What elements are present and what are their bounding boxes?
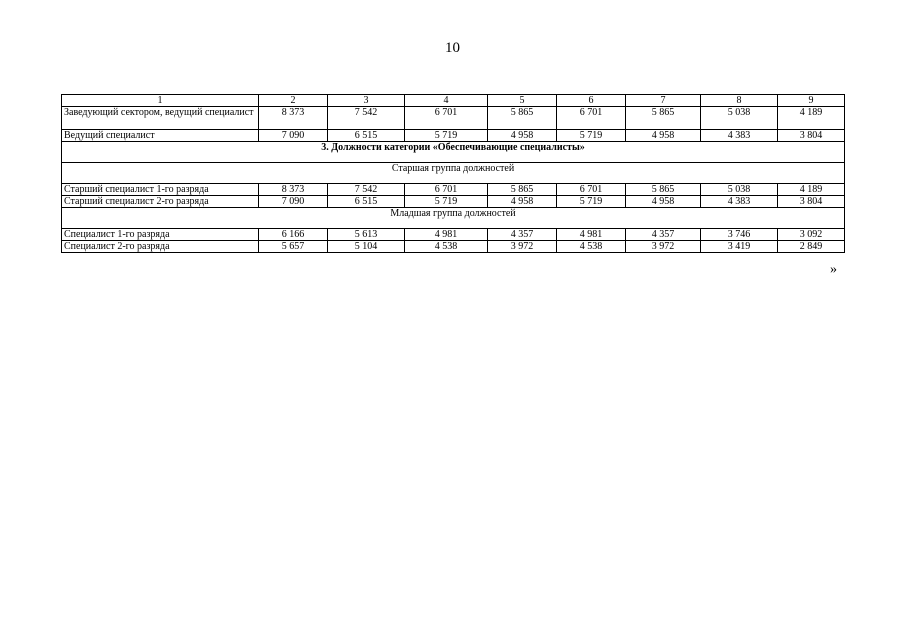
salary-cell: 5 719 xyxy=(405,130,488,142)
salary-cell: 6 166 xyxy=(259,229,328,241)
salary-cell: 4 189 xyxy=(778,107,845,130)
position-name: Старший специалист 2-го разряда xyxy=(62,196,259,208)
salary-cell: 7 542 xyxy=(328,107,405,130)
salary-cell: 4 981 xyxy=(557,229,626,241)
salary-cell: 4 189 xyxy=(778,184,845,196)
salary-cell: 3 419 xyxy=(701,241,778,253)
salary-cell: 3 972 xyxy=(626,241,701,253)
salary-cell: 6 515 xyxy=(328,130,405,142)
table-row xyxy=(62,107,845,130)
position-name: Специалист 2-го разряда xyxy=(62,241,259,253)
column-header: 2 xyxy=(259,95,328,107)
page-number: 10 xyxy=(445,40,460,56)
salary-cell: 5 865 xyxy=(626,107,701,130)
group-title: Младшая группа должностей xyxy=(62,208,845,229)
table-row xyxy=(62,229,845,241)
salary-cell: 5 719 xyxy=(557,196,626,208)
salary-table xyxy=(61,94,845,253)
salary-cell: 5 719 xyxy=(405,196,488,208)
salary-cell: 5 865 xyxy=(626,184,701,196)
salary-cell: 3 972 xyxy=(488,241,557,253)
salary-cell: 6 701 xyxy=(557,184,626,196)
salary-cell: 4 357 xyxy=(626,229,701,241)
salary-cell: 5 657 xyxy=(259,241,328,253)
table-row xyxy=(62,196,845,208)
salary-cell: 4 958 xyxy=(626,130,701,142)
salary-cell: 6 701 xyxy=(557,107,626,130)
salary-cell: 8 373 xyxy=(259,184,328,196)
table-row xyxy=(62,184,845,196)
salary-cell: 4 383 xyxy=(701,130,778,142)
salary-cell: 5 038 xyxy=(701,184,778,196)
position-name: Заведующий сектором, ведущий специалист xyxy=(62,107,259,130)
section-title-row xyxy=(62,142,845,163)
salary-cell: 5 613 xyxy=(328,229,405,241)
salary-cell: 5 865 xyxy=(488,107,557,130)
closing-quote: » xyxy=(830,262,837,277)
column-header: 1 xyxy=(62,95,259,107)
salary-cell: 3 092 xyxy=(778,229,845,241)
salary-cell: 7 090 xyxy=(259,196,328,208)
salary-cell: 5 038 xyxy=(701,107,778,130)
column-header: 6 xyxy=(557,95,626,107)
salary-cell: 4 357 xyxy=(488,229,557,241)
group-title-row xyxy=(62,163,845,184)
position-name: Специалист 1-го разряда xyxy=(62,229,259,241)
group-title-row xyxy=(62,208,845,229)
salary-cell: 8 373 xyxy=(259,107,328,130)
salary-cell: 4 981 xyxy=(405,229,488,241)
salary-cell: 4 538 xyxy=(405,241,488,253)
salary-cell: 7 542 xyxy=(328,184,405,196)
salary-cell: 4 958 xyxy=(626,196,701,208)
salary-cell: 5 865 xyxy=(488,184,557,196)
column-header: 4 xyxy=(405,95,488,107)
salary-cell: 2 849 xyxy=(778,241,845,253)
column-header: 9 xyxy=(778,95,845,107)
salary-cell: 6 701 xyxy=(405,107,488,130)
group-title: Старшая группа должностей xyxy=(62,163,845,184)
salary-cell: 5 104 xyxy=(328,241,405,253)
salary-cell: 4 538 xyxy=(557,241,626,253)
table-row xyxy=(62,241,845,253)
salary-cell: 3 804 xyxy=(778,130,845,142)
section-title: 3. Должности категории «Обеспечивающие специалисты» xyxy=(62,142,845,163)
salary-cell: 5 719 xyxy=(557,130,626,142)
salary-cell: 4 383 xyxy=(701,196,778,208)
salary-cell: 4 958 xyxy=(488,130,557,142)
column-header: 3 xyxy=(328,95,405,107)
column-header: 7 xyxy=(626,95,701,107)
position-name: Старший специалист 1-го разряда xyxy=(62,184,259,196)
salary-cell: 6 515 xyxy=(328,196,405,208)
salary-cell: 4 958 xyxy=(488,196,557,208)
table-header-row xyxy=(62,95,845,107)
salary-cell: 3 804 xyxy=(778,196,845,208)
column-header: 8 xyxy=(701,95,778,107)
column-header: 5 xyxy=(488,95,557,107)
salary-cell: 3 746 xyxy=(701,229,778,241)
position-name: Ведущий специалист xyxy=(62,130,259,142)
salary-cell: 6 701 xyxy=(405,184,488,196)
salary-cell: 7 090 xyxy=(259,130,328,142)
table-row xyxy=(62,130,845,142)
